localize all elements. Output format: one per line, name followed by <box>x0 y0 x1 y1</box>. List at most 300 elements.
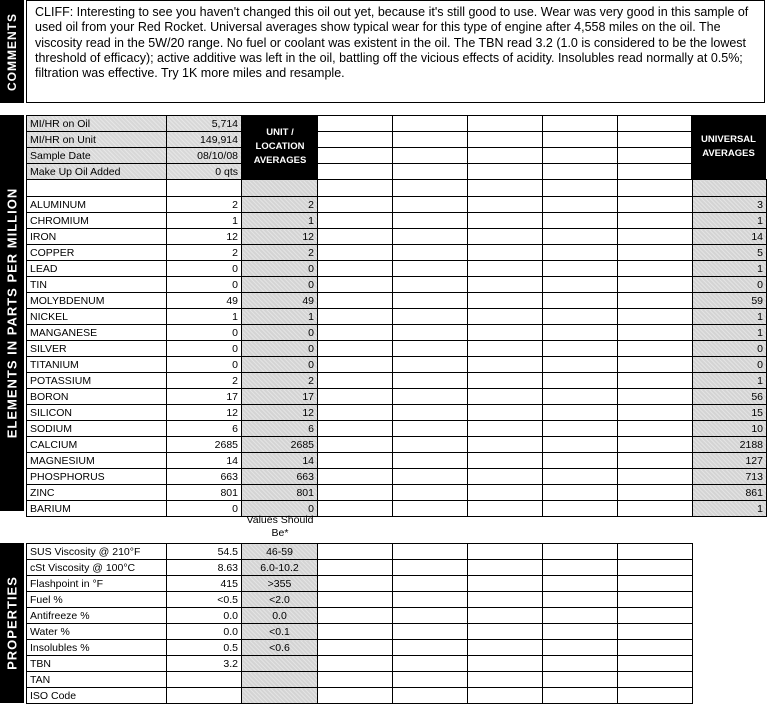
sample-info-row <box>27 148 767 164</box>
empty-cell <box>618 485 693 501</box>
property-name: Fuel % <box>27 592 167 608</box>
element-universal-average: 0 <box>693 357 767 373</box>
element-universal-average: 10 <box>693 421 767 437</box>
empty-cell <box>618 373 693 389</box>
property-row <box>27 624 693 640</box>
empty-cell <box>543 469 618 485</box>
empty-cell <box>543 453 618 469</box>
empty-cell <box>618 229 693 245</box>
property-should-be: 46-59 <box>242 544 318 560</box>
element-value: 12 <box>167 229 242 245</box>
property-row <box>27 608 693 624</box>
property-row <box>27 560 693 576</box>
empty-avg-cell <box>242 180 318 197</box>
sample-info-label: MI/HR on Unit <box>27 132 167 148</box>
empty-cell <box>393 164 468 180</box>
empty-cell <box>318 421 393 437</box>
sample-info-row <box>27 116 767 132</box>
empty-cell <box>468 164 543 180</box>
empty-cell <box>27 180 167 197</box>
empty-cell <box>618 132 693 148</box>
empty-cell <box>468 560 543 576</box>
properties-section-label <box>0 543 24 703</box>
empty-cell <box>318 437 393 453</box>
empty-cell <box>543 405 618 421</box>
property-name: Antifreeze % <box>27 608 167 624</box>
empty-cell <box>468 229 543 245</box>
empty-cell <box>393 405 468 421</box>
element-row <box>27 341 767 357</box>
empty-cell <box>468 116 543 132</box>
property-name: SUS Viscosity @ 210°F <box>27 544 167 560</box>
element-row <box>27 325 767 341</box>
element-unit-average: 14 <box>242 453 318 469</box>
empty-cell <box>618 640 693 656</box>
empty-cell <box>468 132 543 148</box>
element-universal-average: 861 <box>693 485 767 501</box>
empty-cell <box>543 389 618 405</box>
empty-cell <box>543 180 618 197</box>
empty-cell <box>318 624 393 640</box>
empty-cell <box>618 453 693 469</box>
property-value <box>167 672 242 688</box>
element-universal-average: 1 <box>693 309 767 325</box>
element-universal-average: 56 <box>693 389 767 405</box>
empty-cell <box>543 164 618 180</box>
empty-cell <box>318 325 393 341</box>
empty-cell <box>618 469 693 485</box>
element-value: 2685 <box>167 437 242 453</box>
element-row <box>27 277 767 293</box>
empty-cell <box>468 576 543 592</box>
empty-cell <box>393 544 468 560</box>
empty-cell <box>618 501 693 517</box>
empty-cell <box>543 261 618 277</box>
empty-cell <box>468 469 543 485</box>
empty-cell <box>618 405 693 421</box>
element-name: SODIUM <box>27 421 167 437</box>
empty-cell <box>468 213 543 229</box>
element-unit-average: 2685 <box>242 437 318 453</box>
empty-cell <box>318 373 393 389</box>
empty-cell <box>393 624 468 640</box>
empty-cell <box>393 277 468 293</box>
universal-averages-header-text: UNIVERSAL AVERAGES <box>701 134 756 159</box>
empty-cell <box>393 389 468 405</box>
empty-cell <box>618 213 693 229</box>
element-name: TIN <box>27 277 167 293</box>
empty-cell <box>468 640 543 656</box>
empty-cell <box>318 309 393 325</box>
empty-cell <box>543 656 618 672</box>
empty-cell <box>318 357 393 373</box>
empty-cell <box>393 357 468 373</box>
empty-cell <box>468 453 543 469</box>
empty-cell <box>318 277 393 293</box>
empty-cell <box>543 341 618 357</box>
element-value: 0 <box>167 501 242 517</box>
empty-cell <box>618 608 693 624</box>
empty-cell <box>543 116 618 132</box>
element-unit-average: 2 <box>242 373 318 389</box>
empty-cell <box>318 688 393 704</box>
empty-cell <box>618 293 693 309</box>
element-universal-average: 3 <box>693 197 767 213</box>
sample-info-label: Make Up Oil Added <box>27 164 167 180</box>
element-row <box>27 469 767 485</box>
element-unit-average: 801 <box>242 485 318 501</box>
empty-cell <box>393 180 468 197</box>
property-name: Water % <box>27 624 167 640</box>
empty-cell <box>543 309 618 325</box>
sample-info-row <box>27 164 767 180</box>
empty-cell <box>468 437 543 453</box>
element-name: SILICON <box>27 405 167 421</box>
empty-cell <box>543 501 618 517</box>
property-name: ISO Code <box>27 688 167 704</box>
element-universal-average: 1 <box>693 373 767 389</box>
empty-cell <box>543 688 618 704</box>
property-should-be: <0.6 <box>242 640 318 656</box>
element-name: TITANIUM <box>27 357 167 373</box>
element-row <box>27 293 767 309</box>
element-row <box>27 357 767 373</box>
element-name: ALUMINUM <box>27 197 167 213</box>
empty-cell <box>393 341 468 357</box>
empty-cell <box>393 116 468 132</box>
empty-cell <box>543 437 618 453</box>
property-row <box>27 592 693 608</box>
empty-cell <box>543 373 618 389</box>
property-name: cSt Viscosity @ 100°C <box>27 560 167 576</box>
empty-cell <box>618 277 693 293</box>
element-name: ZINC <box>27 485 167 501</box>
element-row <box>27 229 767 245</box>
empty-cell <box>318 148 393 164</box>
empty-cell <box>618 357 693 373</box>
element-value: 49 <box>167 293 242 309</box>
empty-cell <box>318 592 393 608</box>
empty-cell <box>318 608 393 624</box>
element-name: MAGNESIUM <box>27 453 167 469</box>
empty-cell <box>543 640 618 656</box>
empty-cell <box>393 197 468 213</box>
property-value: 0.5 <box>167 640 242 656</box>
empty-cell <box>543 229 618 245</box>
empty-cell <box>468 501 543 517</box>
element-name: CALCIUM <box>27 437 167 453</box>
empty-cell <box>393 501 468 517</box>
empty-cell <box>393 672 468 688</box>
empty-cell <box>318 576 393 592</box>
element-value: 14 <box>167 453 242 469</box>
empty-cell <box>618 148 693 164</box>
empty-cell <box>393 592 468 608</box>
empty-cell <box>468 341 543 357</box>
empty-cell <box>318 180 393 197</box>
property-name: Insolubles % <box>27 640 167 656</box>
empty-cell <box>393 656 468 672</box>
empty-cell <box>468 656 543 672</box>
empty-cell <box>468 357 543 373</box>
empty-cell <box>318 501 393 517</box>
property-should-be <box>242 672 318 688</box>
empty-cell <box>318 485 393 501</box>
property-name: TBN <box>27 656 167 672</box>
property-should-be: <2.0 <box>242 592 318 608</box>
element-name: BORON <box>27 389 167 405</box>
element-row <box>27 421 767 437</box>
empty-cell <box>468 624 543 640</box>
sample-info-value: 149,914 <box>167 132 242 148</box>
empty-cell <box>393 437 468 453</box>
element-unit-average: 2 <box>242 245 318 261</box>
element-name: SILVER <box>27 341 167 357</box>
empty-cell <box>543 197 618 213</box>
element-value: 0 <box>167 357 242 373</box>
unit-averages-header-text: UNIT / LOCATION AVERAGES <box>253 127 307 166</box>
empty-cell <box>468 293 543 309</box>
element-unit-average: 0 <box>242 277 318 293</box>
element-name: NICKEL <box>27 309 167 325</box>
empty-cell <box>318 405 393 421</box>
property-should-be <box>242 688 318 704</box>
sample-info-label: MI/HR on Oil <box>27 116 167 132</box>
element-row <box>27 453 767 469</box>
sample-info-row <box>27 132 767 148</box>
element-value: 17 <box>167 389 242 405</box>
property-should-be: 6.0-10.2 <box>242 560 318 576</box>
empty-cell <box>468 373 543 389</box>
property-should-be: 0.0 <box>242 608 318 624</box>
empty-cell <box>318 640 393 656</box>
element-unit-average: 2 <box>242 197 318 213</box>
empty-cell <box>618 116 693 132</box>
comments-box <box>26 0 765 103</box>
empty-cell <box>318 544 393 560</box>
element-unit-average: 49 <box>242 293 318 309</box>
sample-info-value: 08/10/08 <box>167 148 242 164</box>
property-row <box>27 672 693 688</box>
element-value: 2 <box>167 245 242 261</box>
property-name: TAN <box>27 672 167 688</box>
empty-cell <box>468 277 543 293</box>
empty-cell <box>618 592 693 608</box>
element-name: MANGANESE <box>27 325 167 341</box>
empty-cell <box>618 164 693 180</box>
empty-cell <box>618 672 693 688</box>
element-universal-average: 1 <box>693 261 767 277</box>
empty-cell <box>618 197 693 213</box>
empty-cell <box>468 180 543 197</box>
empty-cell <box>543 245 618 261</box>
empty-cell <box>318 245 393 261</box>
empty-cell <box>393 640 468 656</box>
empty-cell <box>318 132 393 148</box>
empty-cell <box>468 672 543 688</box>
empty-cell <box>543 560 618 576</box>
comments-text: CLIFF: Interesting to see you haven't changed this oil out yet, because it's still good to use. Wear was very good in this sample of used oil from your Red Rocket. Universal averages show typical wear for this type of engine after 4,558 miles on the oil. The viscosity read in the 5W/20 range. No fuel or coolant was existent in the oil. The TBN read 3.2 (1.0 is considered to be the lowest threshold of efficacy); active additive was left in the oil, battling off the vicious effects of acidity. Insolubles read normally at 0.5%; filtration was effective. Try 1K more miles and resample. <box>35 5 749 81</box>
empty-cell <box>468 325 543 341</box>
empty-cell <box>318 656 393 672</box>
property-value: 0.0 <box>167 608 242 624</box>
elements-label-text: ELEMENTS IN PARTS PER MILLION <box>4 187 20 439</box>
empty-cell <box>393 132 468 148</box>
empty-cell <box>543 624 618 640</box>
empty-cell <box>468 309 543 325</box>
property-row <box>27 688 693 704</box>
property-row <box>27 576 693 592</box>
empty-cell <box>618 688 693 704</box>
empty-cell <box>543 148 618 164</box>
empty-cell <box>318 389 393 405</box>
empty-cell <box>618 325 693 341</box>
empty-cell <box>393 261 468 277</box>
element-value: 801 <box>167 485 242 501</box>
property-value: 0.0 <box>167 624 242 640</box>
element-value: 2 <box>167 197 242 213</box>
property-value: 3.2 <box>167 656 242 672</box>
element-value: 1 <box>167 309 242 325</box>
empty-cell <box>618 576 693 592</box>
property-should-be <box>242 656 318 672</box>
empty-cell <box>393 309 468 325</box>
empty-cell <box>543 485 618 501</box>
empty-cell <box>393 688 468 704</box>
element-unit-average: 1 <box>242 213 318 229</box>
empty-cell <box>543 576 618 592</box>
empty-cell <box>468 197 543 213</box>
elements-section-label <box>0 115 24 511</box>
element-row <box>27 197 767 213</box>
element-unit-average: 663 <box>242 469 318 485</box>
sample-info-label: Sample Date <box>27 148 167 164</box>
element-row <box>27 245 767 261</box>
properties-table <box>26 543 693 704</box>
sample-info-value: 5,714 <box>167 116 242 132</box>
empty-cell <box>318 213 393 229</box>
element-name: BARIUM <box>27 501 167 517</box>
empty-cell <box>543 132 618 148</box>
empty-cell <box>543 213 618 229</box>
element-universal-average: 15 <box>693 405 767 421</box>
empty-cell <box>543 544 618 560</box>
property-value: 415 <box>167 576 242 592</box>
empty-cell <box>318 453 393 469</box>
sample-info-value: 0 qts <box>167 164 242 180</box>
element-value: 0 <box>167 341 242 357</box>
element-value: 0 <box>167 277 242 293</box>
empty-cell <box>393 229 468 245</box>
empty-cell <box>618 421 693 437</box>
empty-cell <box>318 672 393 688</box>
empty-cell <box>318 341 393 357</box>
element-unit-average: 1 <box>242 309 318 325</box>
element-unit-average: 0 <box>242 325 318 341</box>
empty-cell <box>618 180 693 197</box>
element-name: COPPER <box>27 245 167 261</box>
empty-cell <box>543 357 618 373</box>
empty-cell <box>468 592 543 608</box>
empty-avg-cell <box>693 180 767 197</box>
element-name: POTASSIUM <box>27 373 167 389</box>
element-universal-average: 0 <box>693 277 767 293</box>
property-row <box>27 640 693 656</box>
element-name: CHROMIUM <box>27 213 167 229</box>
empty-cell <box>393 213 468 229</box>
element-unit-average: 12 <box>242 405 318 421</box>
comments-section-label <box>0 0 24 103</box>
properties-label-text: PROPERTIES <box>4 576 20 670</box>
empty-cell <box>618 341 693 357</box>
universal-averages-header <box>691 115 766 179</box>
empty-cell <box>393 245 468 261</box>
empty-cell <box>393 325 468 341</box>
empty-cell <box>468 688 543 704</box>
empty-cell <box>543 592 618 608</box>
empty-cell <box>468 245 543 261</box>
element-value: 0 <box>167 261 242 277</box>
element-universal-average: 127 <box>693 453 767 469</box>
element-value: 12 <box>167 405 242 421</box>
values-should-be-text: Values Should Be* <box>246 514 314 539</box>
empty-cell <box>543 421 618 437</box>
element-row <box>27 373 767 389</box>
empty-cell <box>543 325 618 341</box>
empty-cell <box>618 309 693 325</box>
property-name: Flashpoint in °F <box>27 576 167 592</box>
element-row <box>27 405 767 421</box>
empty-cell <box>618 656 693 672</box>
property-value: 54.5 <box>167 544 242 560</box>
empty-cell <box>318 116 393 132</box>
element-name: PHOSPHORUS <box>27 469 167 485</box>
property-should-be: >355 <box>242 576 318 592</box>
empty-cell <box>618 245 693 261</box>
spacer-row <box>27 180 767 197</box>
empty-cell <box>618 560 693 576</box>
empty-cell <box>468 405 543 421</box>
element-unit-average: 0 <box>242 501 318 517</box>
element-unit-average: 0 <box>242 357 318 373</box>
property-row <box>27 656 693 672</box>
element-row <box>27 437 767 453</box>
element-name: LEAD <box>27 261 167 277</box>
empty-cell <box>618 437 693 453</box>
property-value: <0.5 <box>167 592 242 608</box>
empty-cell <box>468 148 543 164</box>
element-row <box>27 213 767 229</box>
empty-cell <box>468 608 543 624</box>
element-unit-average: 6 <box>242 421 318 437</box>
empty-cell <box>543 608 618 624</box>
empty-cell <box>468 485 543 501</box>
element-row <box>27 261 767 277</box>
empty-cell <box>618 261 693 277</box>
empty-cell <box>618 624 693 640</box>
empty-cell <box>393 293 468 309</box>
empty-cell <box>318 164 393 180</box>
empty-cell <box>393 148 468 164</box>
element-row <box>27 389 767 405</box>
empty-cell <box>543 277 618 293</box>
empty-cell <box>618 389 693 405</box>
element-value: 6 <box>167 421 242 437</box>
property-row <box>27 544 693 560</box>
element-name: MOLYBDENUM <box>27 293 167 309</box>
element-value: 1 <box>167 213 242 229</box>
property-value <box>167 688 242 704</box>
